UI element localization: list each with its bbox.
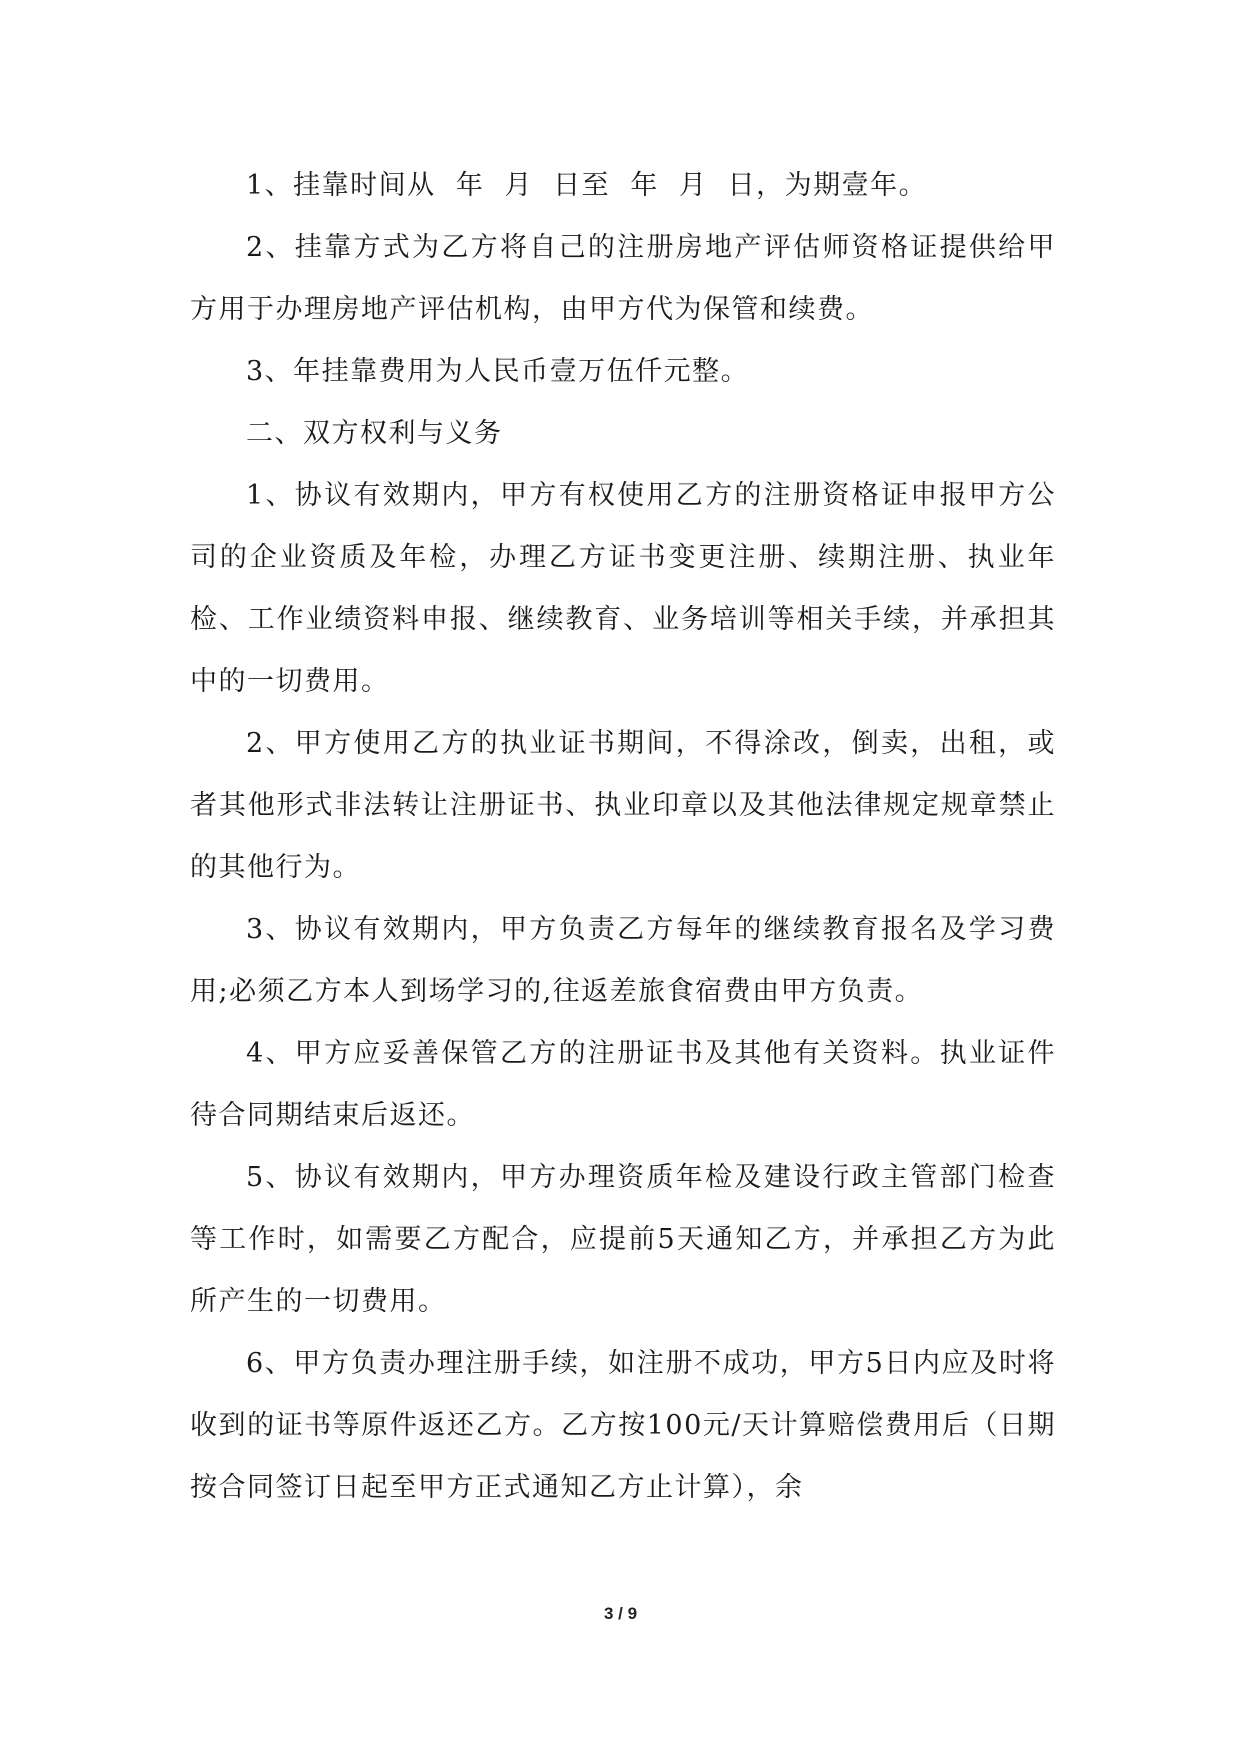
paragraph-clause-5: 5、协议有效期内，甲方办理资质年检及建设行政主管部门检查等工作时，如需要乙方配合，应提前5天通知乙方，并承担乙方为此所产生的一切费用。 (190, 1162, 1056, 1317)
page-number: 3 / 9 (603, 1604, 638, 1623)
paragraph-term-period: 1、挂靠时间从 年 月 日至 年 月 日，为期壹年。 (246, 170, 928, 201)
paragraph-clause-3: 3、协议有效期内，甲方负责乙方每年的继续教育报名及学习费用;必须乙方本人到场学习的,往返差旅食宿费由甲方负责。 (190, 914, 1056, 1007)
paragraph-affiliation-method: 2、挂靠方式为乙方将自己的注册房地产评估师资格证提供给甲方用于办理房地产评估机构，由甲方代为保管和续费。 (190, 232, 1056, 325)
paragraph-clause-2: 2、甲方使用乙方的执业证书期间，不得涂改，倒卖，出租，或者其他形式非法转让注册证书、执业印章以及其他法律规定规章禁止的其他行为。 (190, 728, 1056, 883)
paragraph-annual-fee: 3、年挂靠费用为人民币壹万伍仟元整。 (246, 356, 750, 387)
document-body (190, 155, 1056, 1519)
paragraph-clause-6: 6、甲方负责办理注册手续，如注册不成功，甲方5日内应及时将收到的证书等原件返还乙方。乙方按100元/天计算赔偿费用后（日期按合同签订日起至甲方正式通知乙方止计算），余 (190, 1348, 1056, 1503)
paragraph-clause-1: 1、协议有效期内，甲方有权使用乙方的注册资格证申报甲方公司的企业资质及年检，办理乙方证书变更注册、续期注册、执业年检、工作业绩资料申报、继续教育、业务培训等相关手续，并承担其中的一切费用。 (190, 480, 1056, 697)
section-heading-rights-obligations: 二、双方权利与义务 (246, 418, 503, 449)
paragraph-clause-4: 4、甲方应妥善保管乙方的注册证书及其他有关资料。执业证件待合同期结束后返还。 (190, 1038, 1056, 1131)
